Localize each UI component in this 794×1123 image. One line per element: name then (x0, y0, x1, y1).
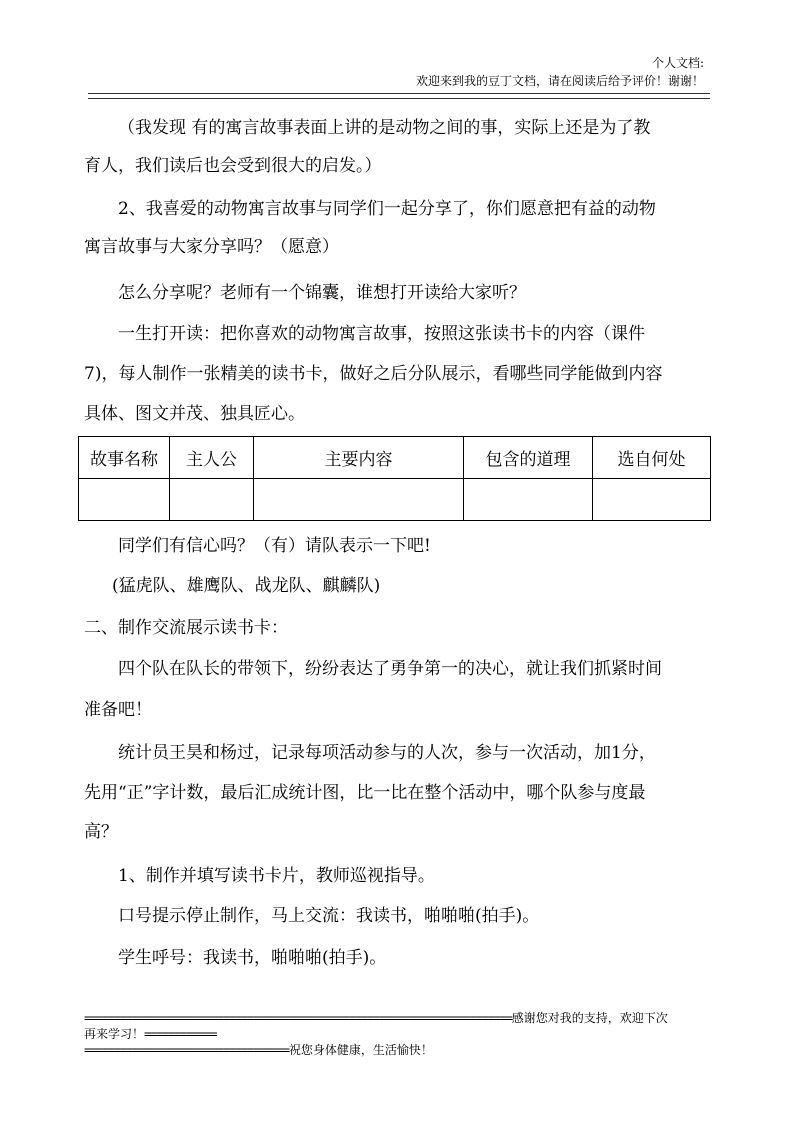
paragraph-how-share: 怎么分享呢？老师有一个锦囊，谁想打开读给大家听？ (118, 283, 526, 303)
paragraph-four-teams-cont: 准备吧！ (84, 700, 152, 720)
table-header-cell: 主人公 (170, 437, 254, 479)
table-cell (170, 479, 254, 521)
table-header-cell: 选自何处 (593, 437, 711, 479)
paragraph-confidence: 同学们有信心吗？（有）请队表示一下吧! (118, 536, 431, 556)
table-row (79, 479, 711, 521)
section-heading-two: 二、制作交流展示读书卡： (84, 618, 288, 638)
footer-rule: ================================== (84, 1043, 289, 1057)
paragraph-student-call: 学生呼号：我读书，啪啪啪(拍手)。 (118, 948, 387, 968)
footer-line-1 (84, 1011, 668, 1025)
paragraph-share-cont: 寓言故事与大家分享吗？（愿意） (84, 237, 339, 257)
header-rule (88, 93, 710, 99)
footer-welcome-back: 再来学习！ (84, 1027, 145, 1041)
paragraph-open-read-cont: 7)，每人制作一张精美的读书卡，做好之后分队展示，看哪些同学能做到内容 (84, 364, 663, 384)
table-cell (464, 479, 593, 521)
paragraph-open-read-end: 具体、图文并茂、独具匠心。 (84, 404, 305, 424)
footer-thanks: 感谢您对我的支持，欢迎下次 (511, 1011, 668, 1025)
table-header-row (79, 437, 711, 479)
paragraph-share: 2、我喜爱的动物寓言故事与同学们一起分享了，你们愿意把有益的动物 (118, 199, 656, 219)
paragraph-teams: (猛虎队、雄鹰队、战龙队、麒麟队) (112, 576, 381, 596)
table-header-cell: 包含的道理 (464, 437, 593, 479)
footer-line-3 (84, 1043, 433, 1057)
footer-rule: ============ (144, 1027, 217, 1041)
footer-rule: ======================================================================= (84, 1011, 512, 1025)
table-header-cell: 故事名称 (79, 437, 170, 479)
reading-card-table (78, 436, 711, 521)
table-cell (254, 479, 464, 521)
paragraph-make-card: 1、制作并填写读书卡片，教师巡视指导。 (118, 866, 435, 886)
paragraph-statistics-cont: 先用“正”字计数，最后汇成统计图，比一比在整个活动中，哪个队参与度最 (84, 783, 646, 803)
table-cell (79, 479, 170, 521)
paragraph-slogan: 口号提示停止制作，马上交流：我读书，啪啪啪(拍手)。 (118, 906, 540, 926)
paragraph-statistics: 统计员王昊和杨过，记录每项活动参与的人次，参与一次活动，加1分， (118, 743, 656, 763)
paragraph-statistics-end: 高？ (84, 822, 118, 842)
footer-wishes: 祝您身体健康，生活愉快！ (288, 1043, 433, 1057)
table-header-cell: 主要内容 (254, 437, 464, 479)
header-line-1: 个人文档: (651, 56, 704, 70)
table-cell (593, 479, 711, 521)
paragraph-open-read: 一生打开读：把你喜欢的动物寓言故事，按照这张读书卡的内容（课件 (118, 324, 645, 344)
paragraph-discovery-cont: 育人，我们读后也会受到很大的启发。） (84, 156, 382, 176)
paragraph-discovery: （我发现 有的寓言故事表面上讲的是动物之间的事，实际上还是为了教 (118, 118, 651, 138)
footer-line-2 (84, 1027, 216, 1041)
header-line-2: 欢迎来到我的豆丁文档，请在阅读后给予评价！谢谢！ (415, 74, 704, 88)
paragraph-four-teams: 四个队在队长的带领下，纷纷表达了勇争第一的决心，就让我们抓紧时间 (118, 659, 662, 679)
